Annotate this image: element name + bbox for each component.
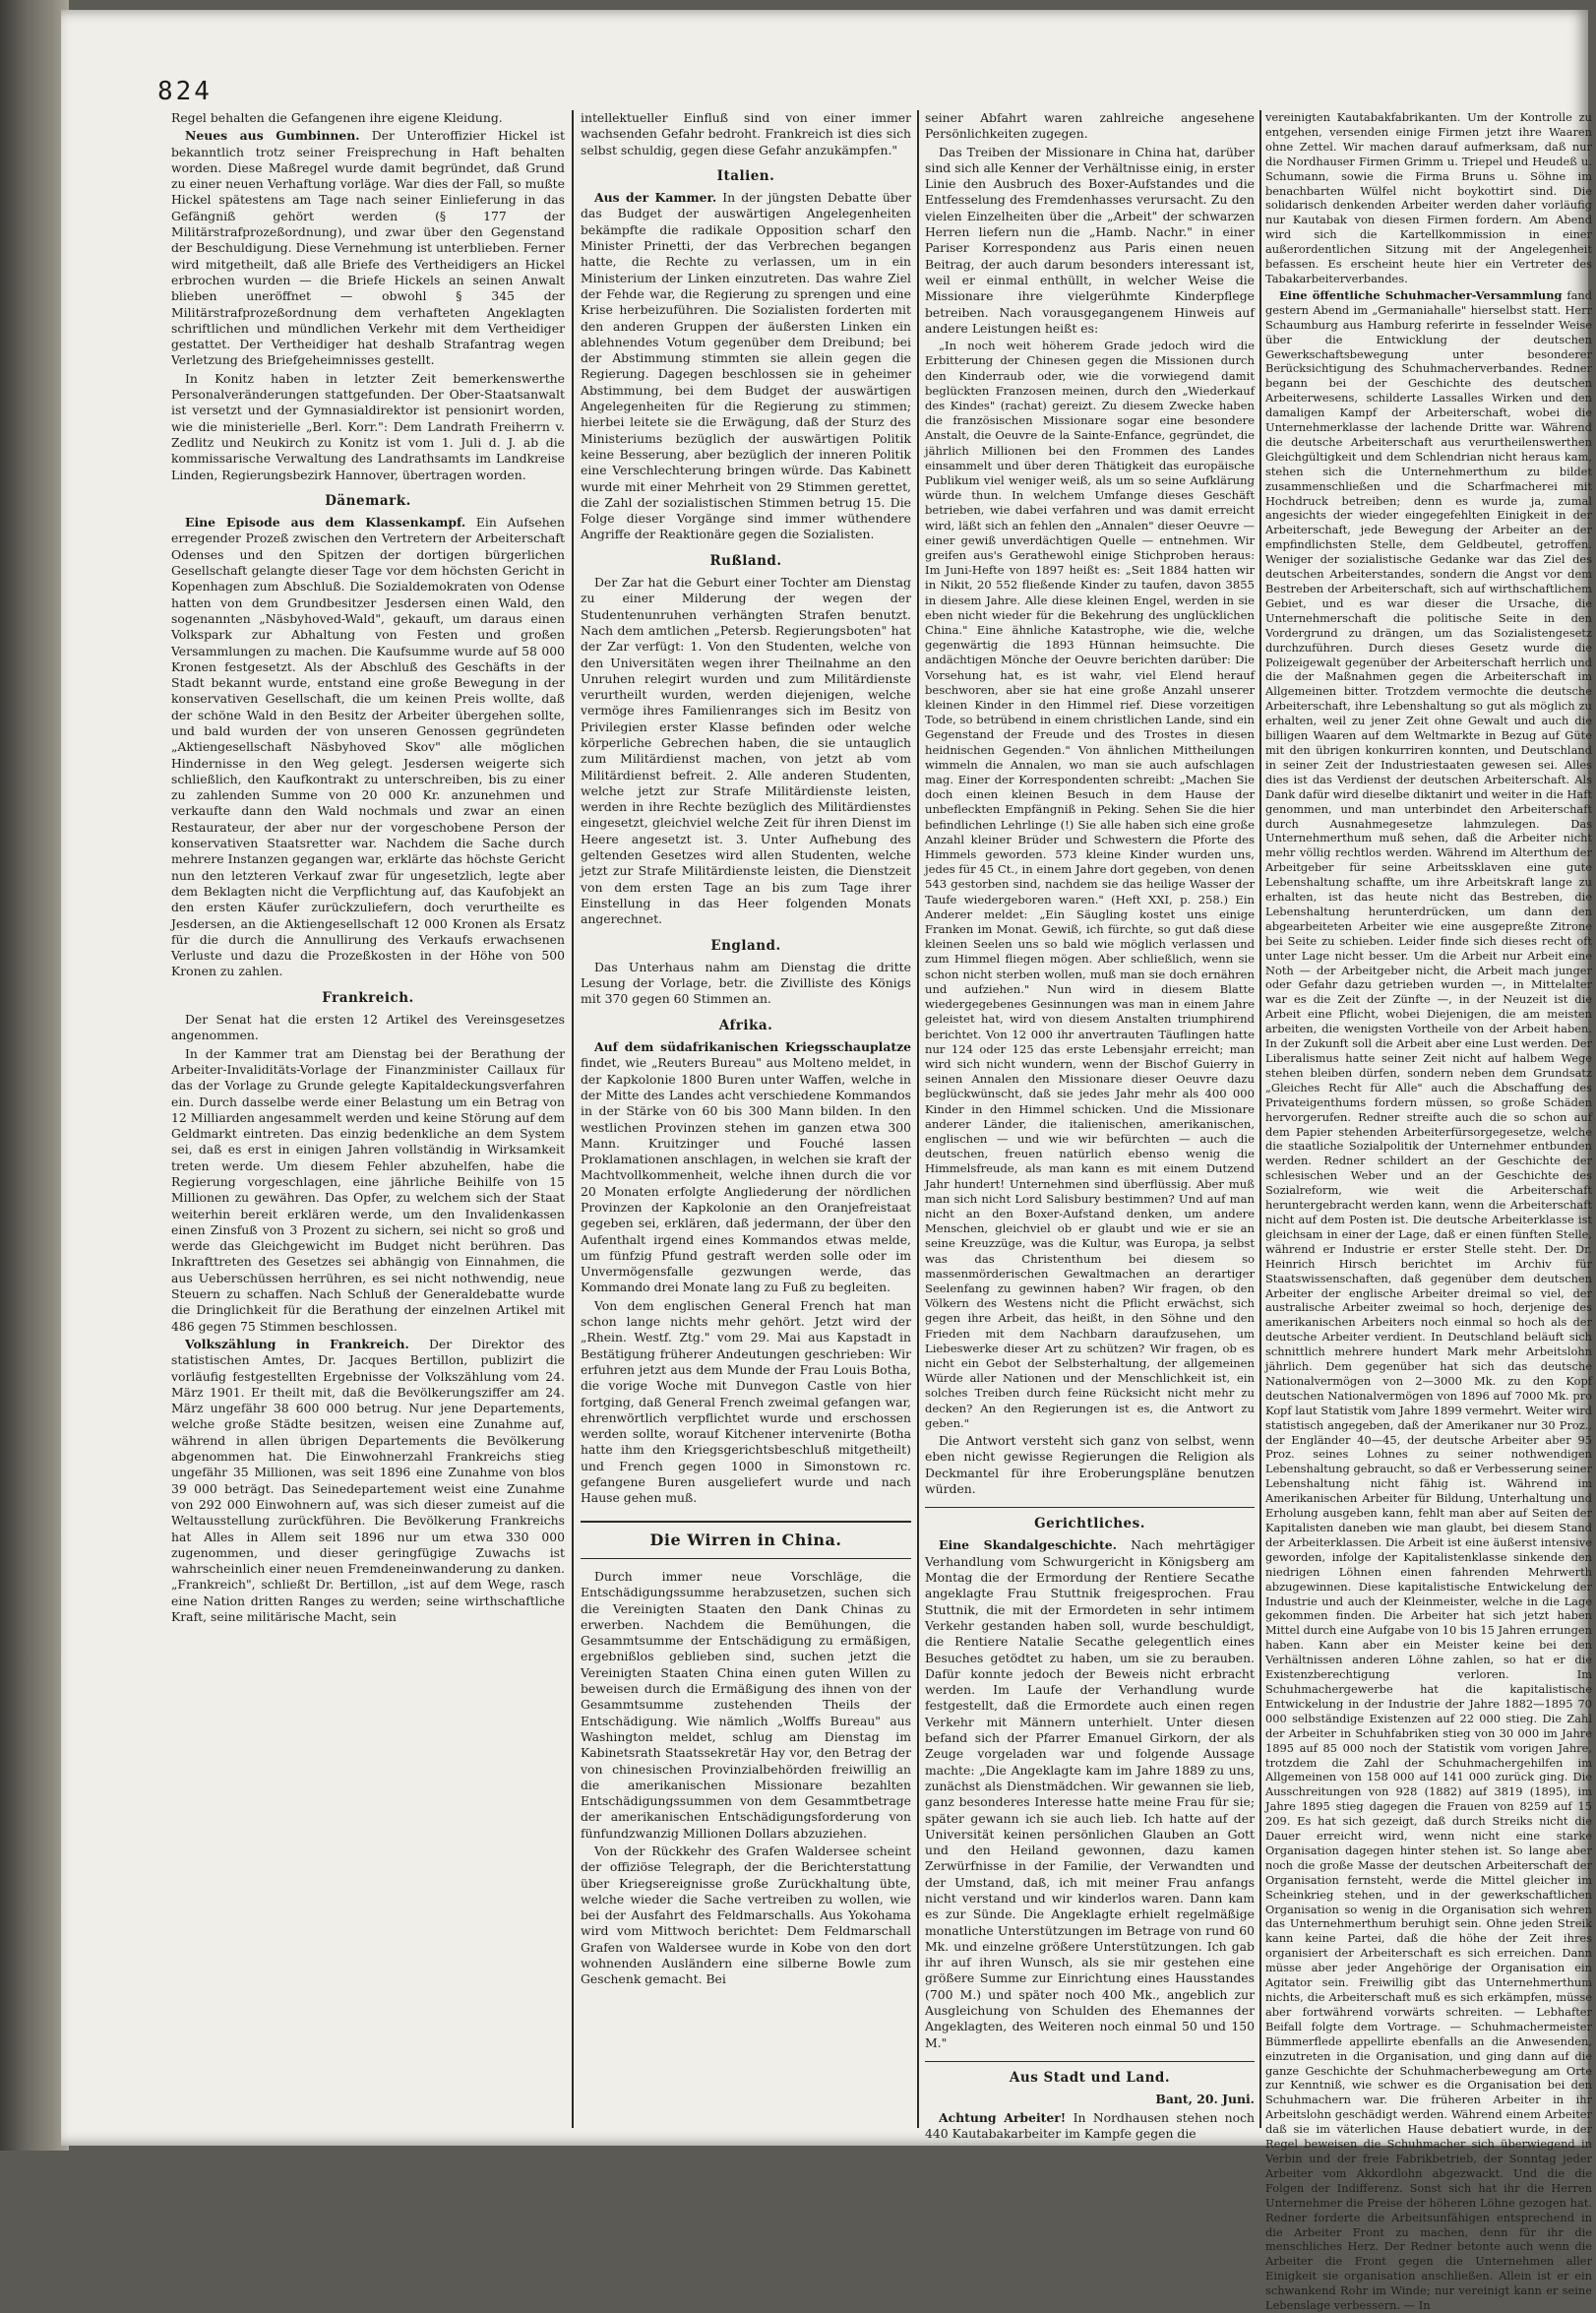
section-heading-england: England. — [710, 937, 781, 954]
paragraph-senat: Der Senat hat die ersten 12 Artikel des Vereinsgesetzes angenommen. — [171, 1012, 565, 1043]
lead-phrase: Achtung Arbeiter! — [939, 2109, 1067, 2125]
lead-phrase: Aus der Kammer. — [594, 190, 717, 206]
paragraph-text: Nach mehrtägiger Verhandlung vom Schwurgericht in Königsberg am Montag die der Ermordung der Rentiere Secathe angeklagte Frau Stuttnik freigesprochen. Frau Stuttnik, die mit der Ermordeten in sehr intimem Verkehr gestanden haben soll, wurde beschuldigt, die Rentiere Natalie Secathe gelegentlich eines Besuches getödtet zu haben, um sie zu berauben. Dafür konnte jedoch der Beweis nicht erbracht werden. Im Laufe der Verhandlung wurde festgestellt, daß die Ermordete auch einen regen Verkehr mit Männern unterhielt. Unter diesen befand sich der Pfarrer Emanuel Girkorn, der als Zeuge vorgeladen war und folgende Aussage machte: „Die Angeklagte kam im Jahre 1889 zu uns, zunächst als Dienstmädchen. Wir gewannen sie lieb, ganz besonderes Interesse hatte meine Frau für sie; später gewann ich sie auch lieb. Ich hatte auf der Universität keinen persönlichen Glauben an Gott und den Heiland gewonnen, dazu kamen Zerwürfnisse in der Familie, der Verwandten und der Umstand, daß, ich mit meiner Frau anfangs nicht verstand und wir kinderlos waren. Dann kam es zur Sünde. Die Angeklagte erhielt regelmäßige monatliche Unterstützungen im Betrage von rund 60 Mk. und einzelne größere Unterstützungen. Ich gab ihr auf ihren Wunsch, als sie mir gestehen eine größere Summe zur Einrichtung eines Hausstandes (700 M.) und später noch 400 Mk., angeblich zur Ausgleichung von Schulden des Ehemannes der Angeklagten, des Weiteren noch einmal 50 und 150 M." — [925, 1537, 1255, 2050]
lead-phrase: Eine Episode aus dem Klassenkampf. — [185, 515, 466, 531]
section-heading-afrika: Afrika. — [718, 1017, 773, 1033]
paragraph-kammer: In der Kammer trat am Dienstag bei der Berathung der Arbeiter-Invaliditäts-Vorlage der Finanzminister Caillaux für das der Vorlage zu Grunde gelegte Kapitaldeckungsverfahren ein. Durch dasselbe werde einer Belastung um ein Betrag von 12 Milliarden angesammelt werden und keine Störung auf dem Geldmarkt eintreten. Das einzig bedenkliche an dem System sei, daß es erst in einigen Jahren vollständig in Wirksamkeit treten werde. Um diesem Fehler abzuhelfen, habe die Regierung vorgeschlagen, eine jährliche Beihilfe von 15 Millionen zu gewähren. Das Opfer, zu welchem sich der Staat weiterhin bereit erklären werde, um den Invalidenkassen einen Zinsfuß von 3 Prozent zu sichern, sei nicht so groß und werde das Gleichgewicht im Budget nicht berühren. Das Inkrafttreten des Gesetzes sei abhängig von Einnahmen, die aus Ueberschüssen herrühren, es sei nicht nothwendig, neue Steuern zu schaffen. Nach Schluß der Generaldebatte wurde die Dringlichkeit für die Berathung der einzelnen Artikel mit 486 gegen 75 Stimmen beschlossen. — [171, 1045, 565, 1334]
paragraph-england: Das Unterhaus nahm am Dienstag die dritte Lesung der Vorlage, betr. die Zivilliste des Königs mit 370 gegen 60 Stimmen an. — [581, 959, 911, 1007]
section-heading-daenemark: Dänemark. — [325, 492, 411, 509]
paragraph-text: In Nordhausen stehen noch 440 Kautabakarbeiter im Kampfe gegen die — [925, 2109, 1255, 2141]
lead-phrase: Auf dem südafrikanischen Kriegsschauplatze — [594, 1039, 911, 1055]
section-heading-stadt: Aus Stadt und Land. — [925, 2061, 1255, 2086]
book-binding — [0, 0, 69, 2151]
column-rule — [917, 110, 919, 2128]
paragraph-french: Von dem englischen General French hat man schon lange nichts mehr gehört. Jetzt wird der „Rhein. Westf. Ztg." vom 29. Mai aus Kapstadt in Bestätigung früherer Andeutungen geschrieben: Wir erfuhren jetzt aus dem Munde der Frau Louis Botha, die vorige Woche mit Dunvegon Castle von hier fortging, daß General French zweimal gefangen war, ehrenwörtlich verpflichtet wurde und erschossen werden sollte, worauf Kitchener intervenirte (Botha hatte ihm den Kriegsgerichtsbeschluß mitgetheilt) und French gegen 1000 in Simonstown rc. gefangene Buren ausgeliefert wurde und nach Hause gehen muß. — [581, 1297, 911, 1506]
paragraph-daenemark — [171, 515, 565, 980]
page-number: 824 — [157, 77, 213, 106]
section-box-wirren — [581, 1521, 911, 1559]
lead-phrase: Eine Skandalgeschichte. — [939, 1537, 1117, 1553]
paragraph-text: findet, wie „Reuters Bureau" aus Molteno meldet, in der Kapkolonie 1800 Buren unter Waffen, welche in der Mitte des Landes acht verschiedene Kommandos in der Stärke von 60 bis 300 Mann bilden. In den westlichen Provinzen stehen im ganzen etwa 300 Mann. Kruitzinger und Fouché lassen Proklamationen anschlagen, in welchen sie kraft der Machtvollkommenheit, welche ihnen durch die vor 20 Monaten erfolgte Angliederung der nördlichen Provinzen der Kapkolonie an den Oranjefreistaat gegeben sei, erklären, daß jedermann, der über den Aufenthalt irgend eines Kommandos etwas melde, um fünfzig Pfund gestraft werden solle oder im Unvermögensfalle gezwungen werde, das Kommando drei Monate lang zu Fuß zu begleiten. — [581, 1055, 911, 1295]
section-heading-wirren: Die Wirren in China. — [649, 1530, 842, 1549]
dateline: Bant, 20. Juni. — [1155, 2092, 1255, 2107]
column-4 — [1265, 110, 1593, 2313]
paragraph-italien — [581, 190, 911, 543]
column-1 — [171, 110, 565, 2138]
paragraph-text: In der jüngsten Debatte über das Budget der auswärtigen Angelegenheiten bekämpfte die radikale Opposition scharf den Minister Prinetti, der das Verbrechen begangen hatte, die Rechte zu verlassen, um in ein Ministerium der Linken einzutreten. Das wahre Ziel der Fehde war, die Regierung zu sprengen und eine Krise herbeizuführen. Die Sozialisten forderten mit den anderen Gruppen der äußersten Linken ein ablehnendes Votum gegenüber dem Dreibund; bei der Abstimmung stimmten sie allein gegen die Regierung. Dagegen beschlossen sie in geheimer Abstimmung, bei dem Budget der auswärtigen Angelegenheiten für die Regierung zu stimmen; hierbei leitete sie die Erwägung, daß der Sturz des Ministeriums bezüglich der auswärtigen Politik keine Besserung, aber bezüglich der inneren Politik eine Verschlechterung bringen würde. Das Kabinett wurde mit einer Mehrheit von 29 Stimmen gerettet, die Zahl der sozialistischen Stimmen betrug 15. Die Folge dieser Vorgänge sind immer wüthendere Angriffe der Reaktionäre gegen die Sozialisten. — [581, 190, 911, 542]
paragraph-wirren: Durch immer neue Vorschläge, die Entschädigungssumme herabzusetzen, suchen sich die Vereinigten Staaten den Dank Chinas zu erwerben. Nachdem die Bemühungen, die Gesammtsumme der Entschädigung zu ermäßigen, ergebnißlos geblieben sind, suchen jetzt die Vereinigten Staaten China einen guten Willen zu beweisen durch die Ermäßigung des ihnen von der Gesammtsumme zustehenden Theils der Entschädigung. Wie nämlich „Wolffs Bureau" aus Washington meldet, schlug am Dienstag im Kabinetsrath Staatssekretär Hay vor, den Betrag der von chinesischen Provinzialbehörden freiwillig an die amerikanischen Missionare bezahlten Entschädigungssummen von dem Gesammtbetrage der amerikanischen Entschädigungsforderung von fünfundzwanzig Millionen Dollars abzuziehen. — [581, 1568, 911, 1841]
lead-phrase: Eine öffentliche Schuhmacher-Versammlung — [1279, 287, 1563, 302]
paragraph-text: Der Unteroffizier Hickel ist bekanntlich trotz seiner Freisprechung in Haft behalten worden. Diese Maßregel wurde damit begründet, daß Grund zu einer neuen Verhaftung vorläge. War dies der Fall, so mußte Hickel spätestens am Tage nach seiner Einlieferung in das Gefängniß gehört werden (§ 177 der Militärstrafprozeßordnung), und zwar über den Gegenstand der Beschuldigung. Diese Vernehmung ist unterblieben. Ferner wird mitgetheilt, daß alle Briefe des Vertheidigers an Hickel erbrochen wurden — die Briefe Hickels an seinen Anwalt blieben uneröffnet — obwohl § 345 der Militärstrafprozeßordnung dem verhafteten Angeklagten schriftlichen und mündlichen Verkehr mit dem Vertheidiger gestattet. Der Vertheidiger hat deshalb Strafantrag wegen Verletzung des Briefgeheimnisses gestellt. — [171, 128, 565, 368]
paragraph-russland: Der Zar hat die Geburt einer Tochter am Dienstag zu einer Milderung der wegen der Studentenunruhen verhängten Strafen benutzt. Nach dem amtlichen „Petersb. Regierungsboten" hat der Zar verfügt: 1. Von den Studenten, welche von den Universitäten wegen ihrer Theilnahme an den Unruhen relegirt wurden und zum Militärdienste verurtheilt wurden, werden diejenigen, welche vermöge ihres Familienranges sich im Besitz von Privilegien erster Klasse befinden oder welche körperliche Gebrechen haben, die sie untauglich zum Militärdienst machen, von jetzt ab vom Militärdienst befreit. 2. Alle anderen Studenten, welche jetzt zur Strafe Militärdienste leisten, werden in ihre Rechte bezüglich des Militärdienstes eingesetzt, gleichviel welche Zeit für ihren Dienst im Heere angesetzt ist. 3. Unter Aufhebung des geltenden Gesetzes wird allen Studenten, welche jetzt zur Strafe Militärdienste leisten, die Dienstzeit von dem ersten Tage an bis zum Tage ihrer Einstellung in das Heer folgenden Monats angerechnet. — [581, 575, 911, 927]
paragraph-gumbinnen — [171, 128, 565, 368]
paragraph: vereinigten Kautabakfabrikanten. Um der Kontrolle zu entgehen, versenden einige Firmen jetzt ihre Waaren ohne Zettel. Wir machen darauf aufmerksam, daß nur die Nordhauser Firmen Grimm u. Triepel und Heudeß u. Schumann, sowie die Firma Bruns u. Söhne im benachbarten Wülfel nicht boykottirt sind. Die solidarisch denkenden Arbeiter werden daher vorläufig nur Kautabak von diesen Firmen fordern. Am Abend wird sich die Kartellkommission in einer außerordentlichen Sitzung mit der Angelegenheit befassen. Es erscheint heute hier ein Vertreter des Tabakarbeiterverbandes. — [1265, 110, 1592, 285]
paragraph-waldersee: Von der Rückkehr des Grafen Waldersee scheint der offiziöse Telegraph, der die Berichterstattung über Kriegsereignisse große Zurückhaltung übte, welche wieder die Sache vertreiben zu wollen, wie bei der Ausfahrt des Feldmarschalls. Aus Yokohama wird vom Mittwoch berichtet: Dem Feldmarschall Grafen von Waldersee wurde in Kobe von den dort wohnenden Ausländern eine silberne Bowle zum Geschenk gemacht. Bei — [581, 1843, 911, 1987]
paragraph-gericht — [925, 1537, 1255, 2051]
paragraph-achtung — [925, 2110, 1255, 2143]
paragraph-text: fand gestern Abend im „Germaniahalle" hierselbst statt. Herr Schaumburg aus Hamburg referirte in fesselnder Weise über die Entwicklung der deutschen Gewerkschaftsbewegung unter besonderer Berücksichtigung des Schuhmacherverbandes. Redner begann bei der Geschichte des deutschen Arbeiterwesens, schilderte Lassalles Wirken und den damaligen Kampf der Arbeiterschaft, wobei die Unternehmerklasse der lachende Dritte war. Während die deutsche Arbeiterschaft aus verurtheilenswerthen Gleichgültigkeit und dem Schlendrian nicht heraus kam, stehen sich die Unternehmerthum zu bildet zusammenschließen und die Scharfmacherei mit Hochdruck betreiben; denn es wurde ja, zumal angesichts der wieder eingegefehlten Einigkeit in der Arbeiterschaft, jede Bewegung der Arbeiter an der empfindlichsten Stelle, dem Geldbeutel, getroffen. Weniger der sozialistische Gedanke war das Ziel des deutschen Arbeiterstandes, sondern die Angst vor dem Bestreben der Arbeiterschaft, sich auf wirthschaftlichem Gebiet, und es war dieser die Ursache, die Unternehmerschaft die politische Seite in den Vordergrund zu drängen, um das Sozialistengesetz durchzuführen. Durch dieses Gesetz wurde die Polizeigewalt gegenüber der Arbeiterschaft herrlich und die der Maßnahmen gegen die Arbeiterschaft im Allgemeinen bitter. Trotzdem vermochte die deutsche Arbeiterschaft, ihre Lebenshaltung so gut als möglich zu erhalten, weil zu jener Zeit ohne Gewalt und auch die billigen Waaren auf dem Weltmarkte in Bezug auf Güte mit den übrigen konkurriren konnten, und Deutschland in seiner Zeit der Industriestaaten gewesen sei. Alles dies ist das Verdienst der deutschen Arbeiterschaft. Als Dank dafür wird dieselbe diktanirt und weiter in die Haft genommen, und man unterbindet den Arbeiterschaft durch Ausnahmegesetze lahmzulegen. Das Unternehmerthum muß sehen, daß die Arbeiter nicht mehr völlig rechtlos werden. Während im Alterthum der Arbeitgeber für seine Arbeitssklaven eine gute Lebenshaltung schaffte, um ihre Arbeitskraft lange zu erhalten, ist das heute nicht das Bestreben, die Lebenshaltung herunterdrücken, um dann den abgearbeiteten Arbeiter wie eine ausgepreßte Zitrone bei Seite zu schieben. Leider finde sich dieses recht oft unter Lage nicht besser. Um die Arbeit nur Arbeit eine Noth — der Arbeitgeber nicht, die Arbeit mach junger oder Gefahr dazu getrieben wurden —, in Mittelalter war es die Zeit der Zünfte —, in der Neuzeit ist die Arbeit eine Pflicht, wobei Diejenigen, die am meisten arbeiten, die wenigsten Vortheile von der Arbeit haben. In der Zukunft soll die Arbeit aber eine Lust werden. Der Liberalismus hatte seiner Zeit nicht auf halbem Wege stehen bleiben dürfen, sondern neben dem Grundsatz „Gleiches Recht für Alle" auch die Abschaffung des Privateigenthums fordern müssen, so große Schäden hervorgerufen. Redner streifte auch die so schon auf dem Papier stehenden Arbeiterfürsorgegesetze, welche die staatliche Sozialpolitik der Unternehmer entbunden werden. Redner schildert an der Geschichte der schlesischen Weber und an der Geschichte des Sozialreform, wie weit die Arbeiterschaft heruntergebracht werden kann, wenn die Arbeiterschaft nicht auf dem Posten ist. Die deutsche Arbeiterklasse ist gleichsam in einer der Lage, daß er einen fünften Stelle, während er Industrie er erster Stelle steht. Der. Dr. Heinrich Hirsch berichtet im Archiv für Staatswissenschaften, daß gegenüber dem deutschen Arbeiter der englische Arbeiter dreimal so viel, der australische Arbeiter zweimal so hoch, derjenige des amerikanischen Arbeiters noch einmal so hoch als der deutsche Arbeiter verdient. In Deutschland beläuft sich schnittlich mehrere hundert Mark mehr Arbeitslohn jährlich. Dem gegenüber hat sich das deutsche Nationalvermögen von 2—3000 Mk. zu den Kopf deutschen Nationalvermögen von 1896 auf 7000 Mk. pro Kopf laut Statistik vom Jahre 1899 vermehrt. Weiter wird statistisch angegeben, daß der Amerikaner nur 30 Proz., der Engländer 40—45, der deutsche Arbeiter aber 95 Proz. seines Lohnes zu seiner nothwendigen Lebenshaltung gebraucht, so daß er Verbesserung seiner Lebenshaltung nicht fähig ist. Während im Amerikanischen Arbeiter für Bildung, Unterhaltung und Erholung ausgeben kann, fehlt man aber auf Seiten der Kapitalisten daneben wie man glaubt, bei diesem Stand der Arbeiterklassen. Die Arbeit ist eine äußerst intensive geworden, infolge der Kapitalistenklasse sinkende den niedrigen Löhnen einen fahrenden Mehrwerth abzugewinnen. Diese kapitalistische Entwickelung der Industrie und auch der Kleinmeister, welche in die Lage gekommen finden. Die Arbeiter hat sich jetzt haben Mittel durch eine Aufgabe von 10 bis 15 Jahren errungen haben. Kann aber ein Meister keine bei den Verhältnissen anderen Löhne zahlen, so hat er die Existenzberechtigung verloren. Im Schuhmachergewerbe hat die kapitalistische Entwickelung in der Industrie der Jahre 1882—1895 70 000 selbständige Existenzen auf 22 000 stieg. Die Zahl der Arbeiter in Schuhfabriken stieg von 30 000 im Jahre 1895 auf 85 000 noch der Statistik vom vorigen Jahre, trotzdem die Zahl der Schuhmachergehilfen im Allgemeinen von 158 000 auf 141 000 zurück ging. Die Ausschreitungen von 928 (1882) auf 3819 (1895), im Jahre 1895 stieg dagegen die Frauen von 8259 auf 15 209. Es hat sich gezeigt, daß durch Streiks nicht die Dauer erreicht wird, wenn nicht eine starke Organisation dagegen hinter stehen ist. So lange aber noch die große Masse der deutschen Arbeiterschaft der Organisation fernsteht, werde die Mittel gleicher im Scheinkrieg stehen, und in der gewerkschaftlichen Organisation so wenig in die Organisation sich wehren das Unternehmerthum beruhigt sein. Ohne jeden Streik kann keine Partei, daß die höhe der Zeit ihres organisiert der Arbeiterschaft es sich erreichen. Dann müsse aber jeder Angehörige der Organisation ein Agitator sein. Freiwillig gibt das Unternehmerthum nichts, die Arbeiterschaft muß es sich erkämpfen, müsse aber fortwährend vorwärts schreiten. — Lebhafter Beifall folgte dem Vortrage. — Schuhmachermeister Bümmerflede appellirte ebenfalls an die Anwesenden, einzutreten in die Organisation, und ging dann auf die ganze Geschichte der Schuhmacherbewegung am Orte zur Kenntniß, wie schwer es die Organisation bei den Schuhmachern war. Die früheren Arbeiter in ihr Arbeitslohn geschädigt werden. Während einem Arbeiter daß sie im väterlichen Hause debatiert wurde, in der Regel beweisen die Schuhmacher sich überwiegend in Verbin und der freie Fabrikbetrieb, der Sonntag jeder Arbeiter vom Akkordlohn abgezwackt. Und die die Folgen der Indifferenz. Sonst sich hat ihr die Herren Unternehmer die Preise der höheren Löhne gezogen hat. Redner forderte die Arbeitsunfähigen entsprechend in die Arbeiter Front zu machen, denn für ihr die menschliches Herz. Der Redner betonte auch wenn die Arbeiter die Front gegen die Unternehmen aller Einigkeit sie organisation anschließen. Allein ist er ein schwankend Rohr im Winde; nur vereinigt kann er seine Lebenslage verbessern. — In — [1265, 287, 1593, 2313]
lead-phrase: Neues aus Gumbinnen. — [185, 128, 360, 144]
paragraph-quote: „In noch weit höherem Grade jedoch wird die Erbitterung der Chinesen gegen die Missionen durch den Kinderraub oder, wie die vorwiegend damit beglückten Franzosen meinen, durch den „Wiederkauf des Kindes" (rachat) gereizt. Zu diesem Zwecke haben die französischen Missionare sogar eine besondere Anstalt, die Oeuvre de la Sainte-Enfance, gegründet, die jährlich Millionen bei den Frommen des Landes einsammelt und über deren Thätigkeit das europäische Publikum viel weniger weiß, als um so seine Aufklärung würde thun. In welchem Umfange dieses Geschäft betrieben, wie dabei verfahren und was damit erreicht wird, läßt sich an fehlen den „Annalen" dieser Oeuvre — einer gewiß unverdächtigen Quelle — entnehmen. Wir greifen aus's Gerathewohl einige Stichproben heraus: Im Juni-Hefte von 1897 heißt es: „Seit 1884 hatten wir in Nikit, 20 552 fließende Kinder zu taufen, davon 3855 in diesem Jahre. Alle diese kleinen Engel, werden in sie eben nicht wieder für die Bekehrung des unglücklichen China." Eine ähnliche Katastrophe, wie die, welche gegenwärtig die 1893 Hünnan heimsuchte. Die andächtigen Mönche der Oeuvre berichten darüber: Die Vorsehung hat, es ist wahr, viel Elend herauf beschworen, aber sie hat eine große Anzahl unserer kleinen Kinder in den Himmel rief. Diese vorzeitigen Tode, so betrübend in einem christlichen Lande, sind ein Gegenstand der Freude und des Trostes in diesen heidnischen Gegenden." Von ähnlichen Mittheilungen wimmeln die Annalen, wo man sie auch aufschlagen mag. Einer der Korrespondenten schreibt: „Machen Sie doch einen kleinen Besuch in dem Hause der unbefleckten Empfängniß in Peking. Sehen Sie die hier befindlichen Lehrlinge (!) Sie alle haben sich eine große Anzahl kleiner Brüder und Schwestern die Pforte des Himmels geworden. 573 kleine Kinder wurden uns, jedes für 45 Ct., in einem Jahre dort gegeben, von denen 543 gestorben sind, nachdem sie das heilige Wasser der Taufe wiedergeboren waren." (Heft XXI, p. 258.) Ein Anderer meldet: „Ein Säugling kostet uns einige Franken im Monat. Gewiß, ich fürchte, so gut daß diese kleinen Seelen uns so bald wie möglich verlassen und zum Himmel fliegen mögen. Aber schließlich, wenn sie schon nicht sterben wollen, muß man sie doch ernähren und aufziehen." Nun wird in diesem Blatte wiedergegebenes Gesinnungen was man in einem Jahre geleistet hat, wird von diesem Anstalten triumphirend berichtet. Von 12 000 ihr anvertrauten Täuflingen hatte nur 124 oder 125 das erste Lebensjahr erreicht; man wird sich nicht wundern, wenn der Bischof Guierry in seinen Annalen den Missionare dieser Oeuvre dazu beglückwünscht, daß sie jedes Jahr mehr als 400 000 Kinder in den Himmel schicken. Und die Missionare anderer Länder, die italienischen, amerikanischen, englischen — und wie wir befürchten — auch die deutschen, freuen natürlich ebenso wenig die Himmelsfreude, als man kann es mit einem Dutzend Jahr hundert! Unternehmen sind überflüssig. Aber muß man sich nicht Lord Salisbury bestimmen? Und auf man nicht an den Boxer-Aufstand denken, um andere Menschen, gleichviel ob er glaubt und wie er sie an seine Kreuzzüge, was die Kultur, was Europa, ja selbst was das Christenthum bei diesem so massenmörderischen Gewaltmachen an derartiger Seelenfang zu gewinnen haben? Wir fragen, ob den Völkern des Westens nicht die Pflicht erwächst, sich gegen ihre Arbeit, das heißt, in den Söhne und den Frieden mit dem Nachbarn daraufzusehen, um Liebeswerke dieser Art zu schützen? Wir fragen, ob es nicht ein Gebot der Selbsterhaltung, der allgemeinen Würde aller Nationen und der Menschlichkeit ist, ein solches Treiben durch feine Rücksicht nicht mehr zu decken? An den Regierungen ist es, die Antwort zu geben." — [925, 339, 1255, 1430]
paragraph-versammlung — [1265, 288, 1592, 2313]
newspaper-page — [61, 10, 1593, 2313]
section-heading-frankreich: Frankreich. — [322, 989, 414, 1006]
column-rule — [1259, 110, 1261, 2128]
paragraph-text: Der Direktor des statistischen Amtes, Dr. Jacques Bertillon, publizirt die vorläufig festgestellten Ergebnisse der Volkszählung vom 24. März 1901. Er theilt mit, daß die Bevölkerungsziffer am 24. März ungefähr 38 600 000 betrug. Nur jene Departements, welche große Städte besitzen, weisen eine Zunahme auf, während in allen übrigen Departements die Bevölkerung abgenommen hat. Die Einwohnerzahl Frankreichs stieg ungefähr 35 Millionen, was seit 1896 eine Zunahme von blos 39 000 beträgt. Das Seinedepartement weist eine Zunahme von 292 000 Einwohnern auf, was sich dieser zumeist auf die Weltausstellung zurückführen. Die Bevölkerung Frankreichs hat Alles in Allem seit 1896 nur um etwa 330 000 zugenommen, und dieser geringfügige Zuwachs ist wahrscheinlich einer neuen Fremdeneinwanderung zu danken. „Frankreich", schließt Dr. Bertillon, „ist auf dem Wege, rasch eine Nation dritten Ranges zu werden; seine wirthschaftliche Kraft, seine militärische Macht, sein — [171, 1336, 566, 1625]
section-heading-russland: Rußland. — [709, 552, 782, 569]
paragraph: seiner Abfahrt waren zahlreiche angesehene Persönlichkeiten zugegen. — [925, 110, 1255, 142]
column-2 — [581, 110, 911, 2138]
section-heading-italien: Italien. — [716, 167, 775, 184]
section-heading-gericht: Gerichtliches. — [925, 1507, 1255, 1532]
paragraph-antwort: Die Antwort versteht sich ganz von selbst, wenn eben nicht gewisse Regierungen die Religion als Deckmantel für ihre Eroberungspläne benutzen würden. — [925, 1432, 1255, 1496]
paragraph: Regel behalten die Gefangenen ihre eigene Kleidung. — [171, 110, 503, 125]
paragraph-text: Ein Aufsehen erregender Prozeß zwischen den Vertretern der Arbeiterschaft Odenses und den Spitzen der dortigen bürgerlichen Gesellschaft gelangte dieser Tage vor dem höchsten Gericht in Kopenhagen zum Abschluß. Die Sozialdemokraten von Odense hatten von dem Grundbesitzer Jesdersen einen Wald, den sogenannten „Näsbyhoved-Wald", gekauft, um daraus einen Volkspark zur Abhaltung von Festen und großen Versammlungen zu machen. Die Kaufsumme wurde auf 58 000 Kronen festgesetzt. Als der Abschluß des Geschäfts in der Stadt bekannt wurde, entstand eine große Bewegung in der konservativen Gesellschaft, die um keinen Preis wollte, daß der schöne Wald in den Besitz der Arbeiter übergehen sollte, und bald wurden der von unseren Genossen gegründeten „Aktiengesellschaft Näsbyhoved Skov" alle möglichen Hindernisse in den Weg gelegt. Jesdersen weigerte sich schließlich, den Kaufkontrakt zu unterschreiben, bis zu einer zu zahlenden Summe von 20 000 Kr. anzunehmen und verkaufte dann den Wald nochmals und zwar an einen Restaurateur, der aber nur der vorgeschobene Person der konservativen Staatsretter war. Nachdem die Sache durch mehrere Instanzen gegangen war, erklärte das höchste Gericht nun den letzteren Verkauf zwar für ungesetzlich, legte aber dem Beklagten nicht die Verpflichtung auf, das Kaufobjekt an den ersten Käufer zurückzuliefern, doch verurtheilte es Jesdersen, an die Aktiengesellschaft 12 000 Kronen als Ersatz für die durch die Annullirung des Verkaufs erwachsenen Verluste und dazu die Prozeßkosten in der Höhe von 500 Kronen zu zahlen. — [171, 515, 565, 979]
paragraph-konitz: In Konitz haben in letzter Zeit bemerkenswerthe Personalveränderungen stattgefunden. Der Ober-Staatsanwalt ist versetzt und der Gymnasialdirektor ist pensionirt worden, wie die ministerielle „Berl. Korr.": Dem Landrath Freiherrn v. Zedlitz und Neukirch zu Konitz ist vom 1. Juli d. J. ab die kommissarische Verwaltung des Landrathsamts im Landkreise Linden, Regierungsbezirk Hannover, übertragen worden. — [171, 370, 565, 482]
paragraph: intellektueller Einfluß sind von einer immer wachsenden Gefahr bedroht. Frankreich ist dies sich selbst schuldig, gegen diese Gefahr anzukämpfen." — [581, 110, 911, 157]
paragraph-missionare: Das Treiben der Missionare in China hat, darüber sind sich alle Kenner der Verhältnisse einig, in erster Linie den Ausbruch des Boxer-Aufstandes und die Entfesselung des Fremdenhasses verursacht. Zu den vielen Einzelheiten über die „Arbeit" der schwarzen Herren liefern nun die „Hamb. Nachr." in einer Pariser Korrespondenz aus Paris einen neuen Beitrag, der auch darum besonders interessant ist, weil er einmal enthüllt, in welcher Weise die Missionare ihre vielgerühmte Kinderpflege betreiben. Nach vorausgegangenem Hinweis auf andere Leistungen heißt es: — [925, 144, 1255, 336]
paragraph-volkszaehlung — [171, 1337, 565, 1625]
column-rule — [572, 110, 574, 2128]
column-3 — [925, 110, 1255, 2141]
lead-phrase: Volkszählung in Frankreich. — [185, 1336, 409, 1351]
paragraph-afrika — [581, 1039, 911, 1296]
